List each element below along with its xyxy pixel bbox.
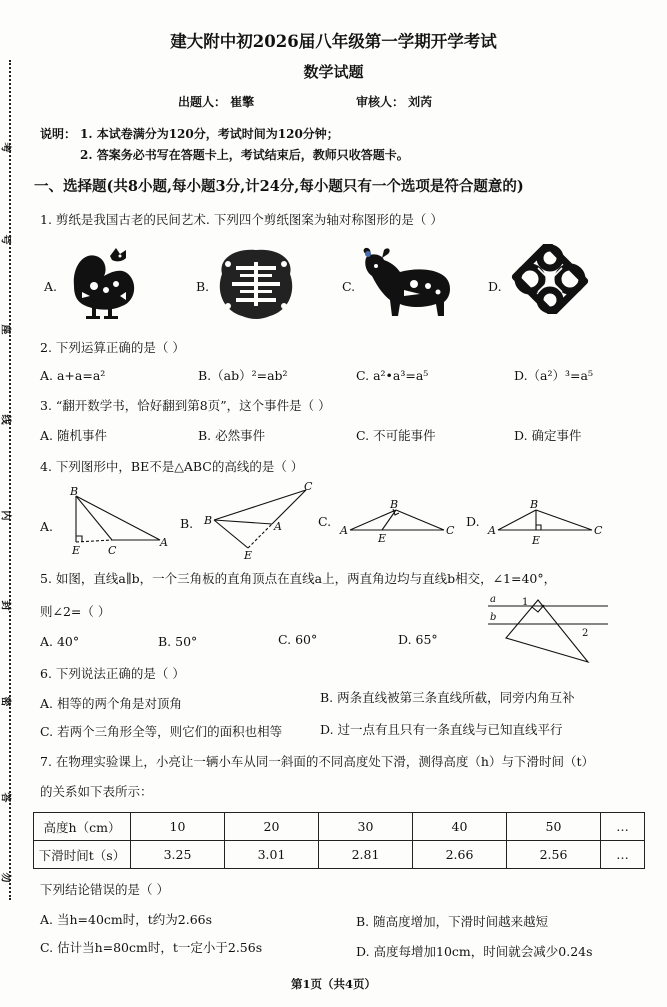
q4a-point-b: B <box>70 485 79 498</box>
table-cell: 2.56 <box>507 841 601 869</box>
table-cell: 3.01 <box>225 841 319 869</box>
q2-option-d: D.（a²）³=a⁵ <box>514 368 593 383</box>
q7-stem-2: 的关系如下表所示： <box>40 784 153 799</box>
q4d-point-b: B <box>530 498 539 511</box>
double-happiness-papercut-icon <box>214 244 298 324</box>
table-cell: 10 <box>131 813 225 841</box>
table-row-head: 下滑时间t（s） <box>34 841 131 869</box>
binding-char: 封 <box>0 600 11 611</box>
q6-option-d: D. 过一点有且只有一条直线与已知直线平行 <box>320 722 563 737</box>
q3-option-a: A. 随机事件 <box>40 428 107 443</box>
q7-option-c: C. 估计当h=80cm时，t一定小于2.56s <box>40 940 263 955</box>
exam-subtitle: 数学试题 <box>303 63 364 81</box>
table-row-head: 高度h（cm） <box>34 813 131 841</box>
q5-line-a-label: a <box>490 594 496 605</box>
q3-option-d: D. 确定事件 <box>514 428 582 443</box>
binding-char: 号 <box>0 234 11 245</box>
q7-option-b: B. 随高度增加，下滑时间越来越短 <box>356 914 549 929</box>
binding-char: 内 <box>0 510 11 521</box>
setter-line: 出题人： 崔擎 <box>178 95 255 109</box>
q5-option-d: D. 65° <box>398 632 438 647</box>
q4d-point-c: C <box>594 524 603 537</box>
q5-option-a: A. 40° <box>40 634 80 649</box>
q4b-point-a: A <box>274 520 282 533</box>
q4a-point-e: E <box>72 544 81 557</box>
q6-option-a: A. 相等的两个角是对顶角 <box>40 696 182 711</box>
notes-line-1: 1. 本试卷满分为120分，考试时间为120分钟； <box>80 127 339 141</box>
q1-label-a: A. <box>44 279 58 294</box>
q1-label-b: B. <box>196 279 210 294</box>
q4-figure-d <box>486 496 610 550</box>
rooster-papercut-icon <box>64 246 146 322</box>
binding-char: 考 <box>0 142 11 153</box>
notes-label: 说明： <box>40 127 77 141</box>
binding-char: 线 <box>0 414 11 425</box>
q4-label-b: B. <box>180 516 194 531</box>
table-row <box>34 813 645 841</box>
section-heading: 一、选择题(共8小题,每小题3分,计24分,每小题只有一个选项是符合题意的) <box>34 178 524 195</box>
q2-option-a: A. a+a=a² <box>40 368 106 383</box>
table-cell: 30 <box>319 813 413 841</box>
table-cell: 20 <box>225 813 319 841</box>
table-cell: 40 <box>413 813 507 841</box>
binding-dotted-line <box>9 60 11 900</box>
q3-option-b: B. 必然事件 <box>198 428 266 443</box>
q6-stem: 6. 下列说法正确的是（ ） <box>40 666 185 681</box>
q2-option-c: C. a²•a³=a⁵ <box>356 368 429 383</box>
q5-line-b-label: b <box>490 612 497 623</box>
q7-question: 下列结论错误的是（ ） <box>40 882 169 897</box>
binding-char: 答 <box>0 792 11 803</box>
binding-char: 座 <box>0 324 11 335</box>
q4b-point-c: C <box>304 482 313 493</box>
q4a-point-a: A <box>160 536 168 549</box>
q5-option-b: B. 50° <box>158 634 198 649</box>
q7-option-a: A. 当h=40cm时，t约为2.66s <box>40 912 213 927</box>
q4c-point-c: C <box>446 524 455 537</box>
q2-stem: 2. 下列运算正确的是（ ） <box>40 340 185 355</box>
exam-title: 建大附中初2026届八年级第一学期开学考试 <box>170 32 497 51</box>
q4-label-a: A. <box>40 519 54 534</box>
q5-stem: 5. 如图，直线a∥b，一个三角板的直角顶点在直线a上，两直角边均与直线b相交，∠1=40°， <box>40 571 557 586</box>
q3-option-c: C. 不可能事件 <box>356 428 436 443</box>
q5-angle-1-label: 1 <box>522 597 529 608</box>
table-cell: 3.25 <box>131 841 225 869</box>
ox-papercut-icon <box>360 246 456 320</box>
q5-stem-2: 则∠2=（ ） <box>40 604 111 619</box>
q4d-point-e: E <box>532 534 541 547</box>
q4-label-d: D. <box>466 514 480 529</box>
binding-char: 密 <box>0 696 11 707</box>
q7-data-table <box>33 812 645 869</box>
table-row <box>34 841 645 869</box>
q6-option-c: C. 若两个三角形全等，则它们的面积也相等 <box>40 724 283 739</box>
page-number: 第1页（共4页） <box>290 977 376 991</box>
q4-figure-a <box>60 484 170 560</box>
notes-line-2: 2. 答案务必书写在答题卡上，考试结束后，教师只收答题卡。 <box>80 148 409 162</box>
q4c-point-b: B <box>390 498 399 511</box>
q4-figure-b <box>200 482 318 562</box>
q1-label-d: D. <box>488 279 502 294</box>
table-cell: 50 <box>507 813 601 841</box>
q1-label-c: C. <box>342 279 356 294</box>
q1-stem: 1. 剪纸是我国古老的民间艺术. 下列四个剪纸图案为轴对称图形的是（ ） <box>40 212 443 227</box>
q4c-point-a: A <box>340 524 348 537</box>
q4-figure-c <box>338 496 462 548</box>
q4c-point-e: E <box>378 532 387 545</box>
q5-angle-2-label: 2 <box>582 628 589 639</box>
q4b-point-b: B <box>204 514 213 527</box>
reviewer-line: 审核人： 刘芮 <box>356 95 433 109</box>
table-cell: 2.66 <box>413 841 507 869</box>
table-cell: … <box>601 813 645 841</box>
q5-figure <box>484 592 612 676</box>
q4b-point-e: E <box>244 549 253 562</box>
q6-option-b: B. 两条直线被第三条直线所截，同旁内角互补 <box>320 690 575 705</box>
q4a-point-c: C <box>108 544 117 557</box>
q7-option-d: D. 高度每增加10cm，时间就会减少0.24s <box>356 944 593 959</box>
q3-stem: 3. “翻开数学书，恰好翻到第8页”，这个事件是（ ） <box>40 398 331 413</box>
q2-option-b: B.（ab）²=ab² <box>198 368 288 383</box>
q5-option-c: C. 60° <box>278 632 318 647</box>
q4-label-c: C. <box>318 514 332 529</box>
chinese-knot-papercut-icon <box>508 244 592 314</box>
table-cell: … <box>601 841 645 869</box>
table-cell: 2.81 <box>319 841 413 869</box>
q7-stem: 7. 在物理实验课上，小亮让一辆小车从同一斜面的不同高度处下滑，测得高度（h）与下滑时间（t） <box>40 754 594 769</box>
q4-stem: 4. 下列图形中，BE不是△ABC的高线的是（ ） <box>40 459 304 474</box>
q4d-point-a: A <box>488 524 496 537</box>
binding-char: 勿 <box>0 872 11 883</box>
